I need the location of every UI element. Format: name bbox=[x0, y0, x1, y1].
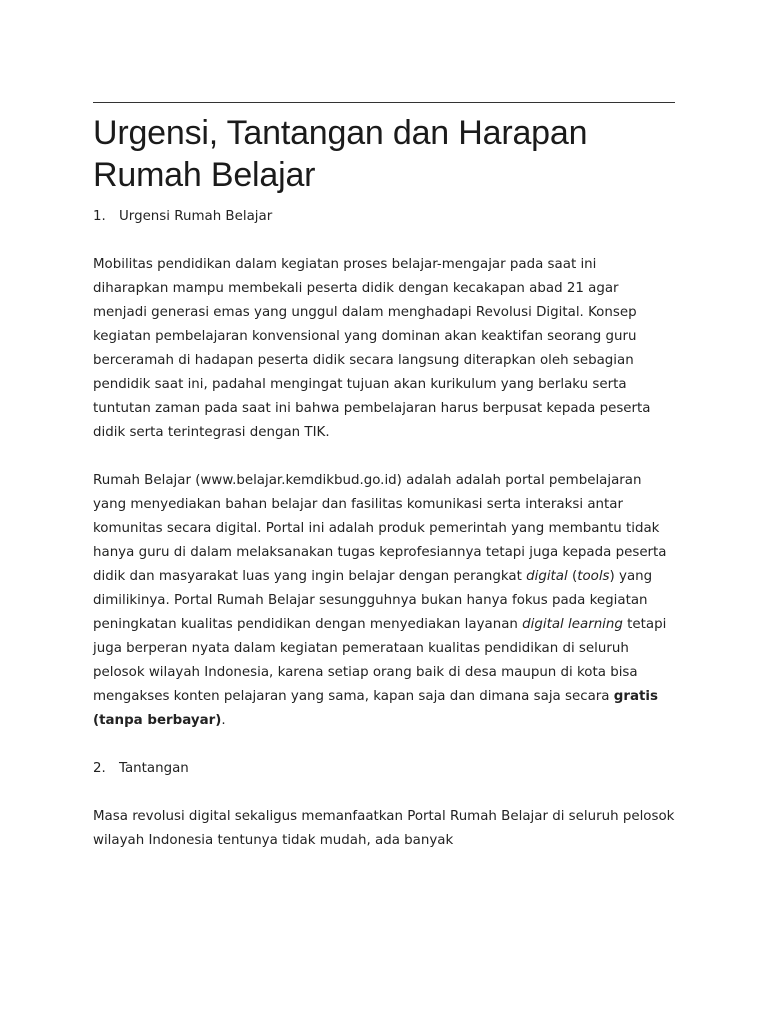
text-run: Rumah Belajar (www.belajar.kemdikbud.go.id) adalah adalah portal pembelajaran yang menyediakan bahan belajar dan fasilitas komunikasi serta interaksi antar komunitas secara digital. Portal ini adalah produk pemerintah yang membantu tidak hanya guru di dalam melaksanakan tugas keprofesiannya tetapi juga kepada peserta didik dan masyarakat luas yang ingin belajar dengan perangkat bbox=[93, 473, 667, 584]
document-page bbox=[93, 102, 675, 853]
italic-text: tools bbox=[577, 569, 610, 584]
paragraph-rumah-belajar bbox=[93, 469, 675, 733]
paragraph-tantangan: Masa revolusi digital sekaligus memanfaatkan Portal Rumah Belajar di seluruh pelosok wilayah Indonesia tentunya tidak mudah, ada banyak bbox=[93, 809, 675, 848]
section-heading-tantangan bbox=[93, 757, 675, 781]
document-title: Urgensi, Tantangan dan Harapan Rumah Belajar bbox=[93, 114, 588, 194]
section-heading-urgensi bbox=[93, 205, 675, 229]
text-run: tetapi juga berperan nyata dalam kegiatan pemerataan kualitas pendidikan di seluruh pelosok wilayah Indonesia, karena setiap orang baik di desa maupun di kota bisa mengakses konten pelajaran yang sama, kapan saja dan dimana saja secara bbox=[93, 617, 667, 704]
text-run: . bbox=[221, 713, 226, 728]
section-title: Urgensi Rumah Belajar bbox=[119, 209, 273, 224]
paragraph-urgensi: Mobilitas pendidikan dalam kegiatan proses belajar-mengajar pada saat ini diharapkan mampu membekali peserta didik dengan kecakapan abad 21 agar menjadi generasi emas yang unggul dalam menghadapi Revolusi Digital. Konsep kegiatan pembelajaran konvensional yang dominan akan keaktifan seorang guru berceramah di hadapan peserta didik secara langsung diterapkan oleh sebagian pendidik saat ini, padahal mengingat tujuan akan kurikulum yang berlaku serta tuntutan zaman pada saat ini bahwa pembelajaran harus berpusat kepada peserta didik serta terintegrasi dengan TIK. bbox=[93, 257, 651, 440]
bold-text: gratis (tanpa berbayar) bbox=[93, 689, 658, 728]
text-run: ( bbox=[567, 569, 578, 584]
italic-text: digital bbox=[526, 569, 568, 584]
top-divider bbox=[93, 102, 675, 103]
section-number: 1. bbox=[93, 209, 106, 224]
section-number: 2. bbox=[93, 761, 106, 776]
italic-text: digital learning bbox=[522, 617, 623, 632]
text-run: ) yang dimilikinya. Portal Rumah Belajar sesungguhnya bukan hanya fokus pada kegiatan peningkatan kualitas pendidikan dengan menyediakan layanan bbox=[93, 569, 653, 632]
section-title: Tantangan bbox=[119, 761, 189, 776]
